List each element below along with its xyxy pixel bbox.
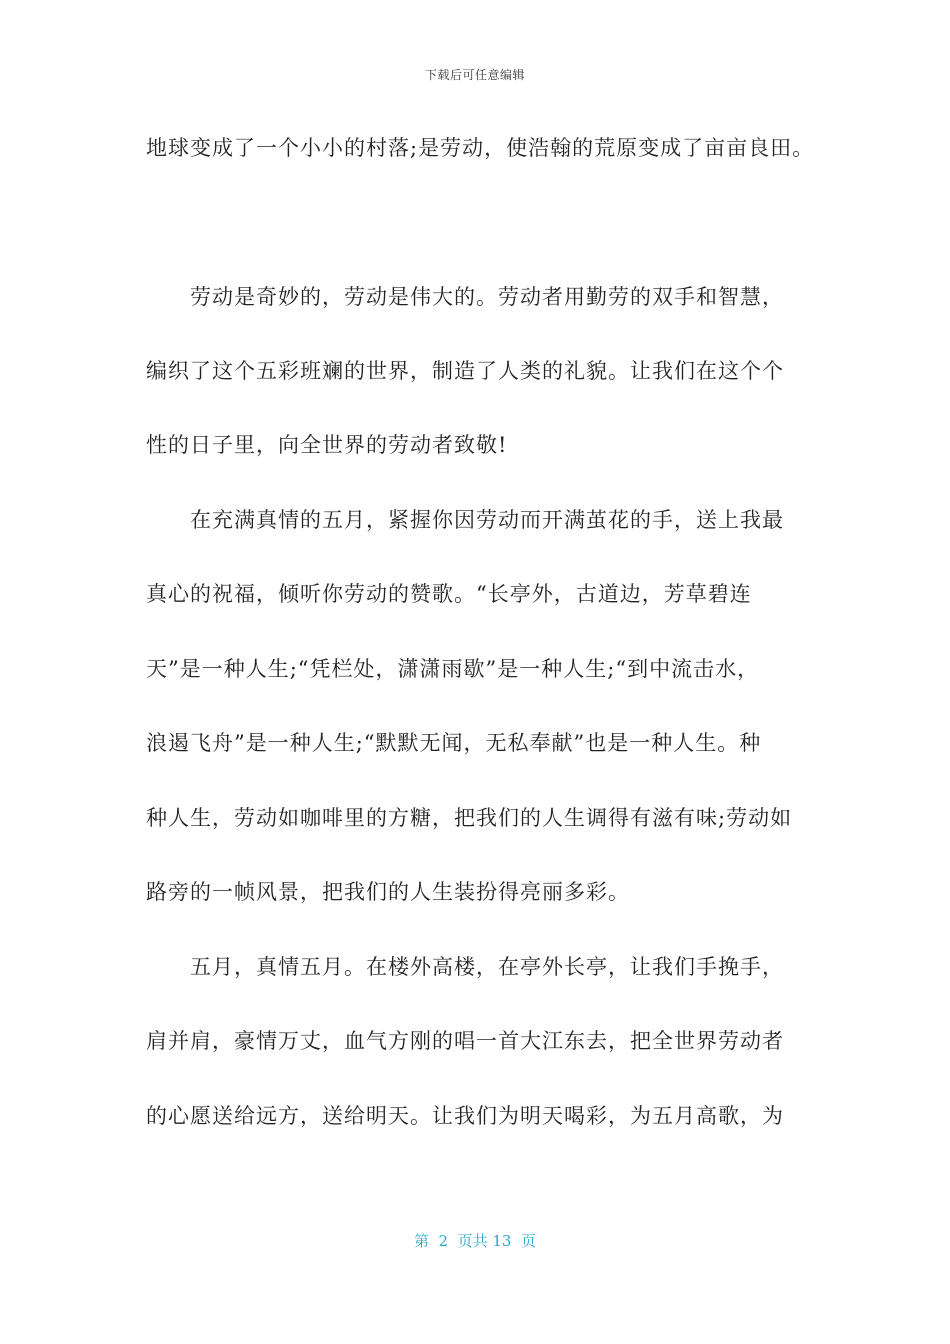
body-line: 性的日子里，向全世界的劳动者致敬! [146,433,508,457]
body-line: 真心的祝福，倾听你劳动的赞歌。“长亭外，古道边，芳草碧连 [146,582,752,606]
page-header: 下载后可任意编辑 [424,68,525,82]
body-line: 在充满真情的五月，紧握你因劳动而开满茧花的手，送上我最 [190,508,784,532]
body-line: 浪遏飞舟”是一种人生;“默默无闻，无私奉献”也是一种人生。种 [146,731,762,755]
body-line: 劳动是奇妙的，劳动是伟大的。劳动者用勤劳的双手和智慧， [190,285,784,309]
body-line: 的心愿送给远方，送给明天。让我们为明天喝彩，为五月高歌，为 [146,1104,784,1128]
body-line: 天”是一种人生;“凭栏处，潇潇雨歇”是一种人生;“到中流击水， [146,657,760,681]
body-line: 肩并肩，豪情万丈，血气方刚的唱一首大江东去，把全世界劳动者 [146,1029,784,1053]
body-line: 路旁的一帧风景，把我们的人生装扮得亮丽多彩。 [146,880,630,904]
body-line: 种人生，劳动如咖啡里的方糖，把我们的人生调得有滋有味;劳动如 [146,806,793,830]
page-number-footer: 第 2 页共 13 页 [413,1232,536,1250]
body-line: 编织了这个五彩班斓的世界，制造了人类的礼貌。让我们在这个个 [146,359,784,383]
body-line: 五月，真情五月。在楼外高楼，在亭外长亭，让我们手挽手， [190,955,784,979]
body-line: 地球变成了一个小小的村落;是劳动，使浩翰的荒原变成了亩亩良田。 [146,136,815,160]
